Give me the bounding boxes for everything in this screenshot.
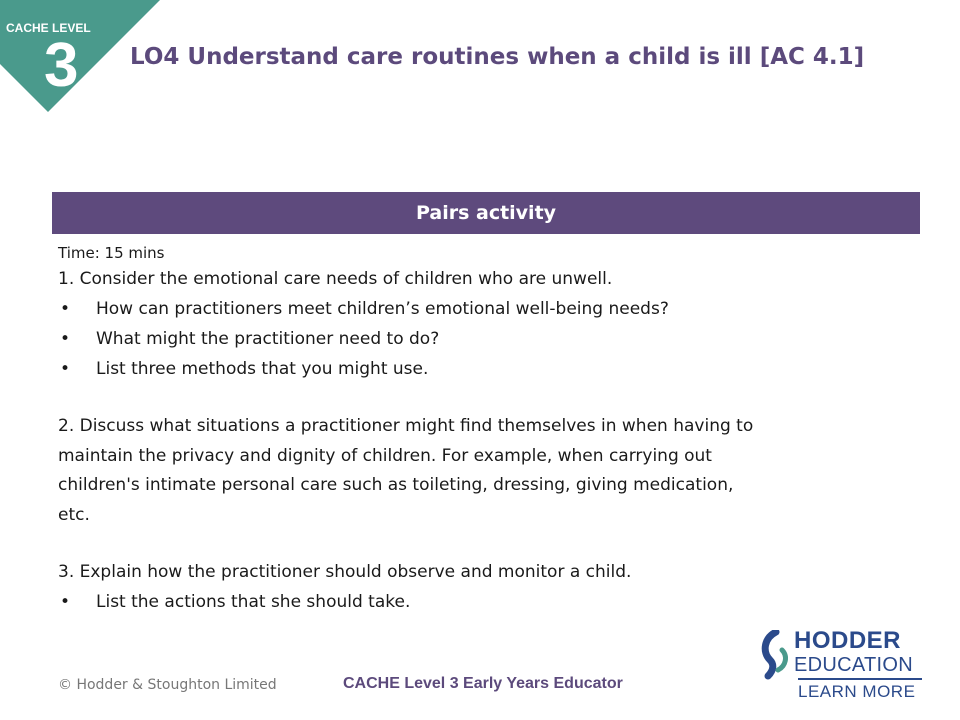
bullet-text: How can practitioners meet children’s emotional well-being needs?: [96, 299, 669, 319]
footer-copyright: © Hodder & Stoughton Limited: [58, 677, 277, 693]
footer-course-title: CACHE Level 3 Early Years Educator: [343, 675, 623, 692]
logo-education-text: EDUCATION: [794, 654, 913, 676]
activity-time: Time: 15 mins: [58, 244, 165, 262]
activity-content: [58, 243, 918, 617]
spacer: [58, 384, 918, 412]
question-3: 3. Explain how the practitioner should observe and monitor a child.: [58, 562, 632, 582]
logo-learn-more-text[interactable]: LEARN MORE: [798, 682, 916, 701]
list-item: [58, 587, 918, 617]
bullet-icon: •: [60, 299, 71, 319]
bullet-text: List three methods that you might use.: [96, 359, 429, 379]
activity-header: [52, 192, 920, 234]
activity-header-label: Pairs activity: [415, 202, 557, 224]
list-item: [58, 324, 918, 354]
hodder-swirl-icon: [758, 630, 792, 680]
logo-hodder-text: HODDER: [794, 627, 902, 654]
spacer: [58, 530, 918, 558]
bullet-icon: •: [60, 359, 71, 379]
badge-level-label: CACHE LEVEL: [6, 21, 91, 35]
question-2-line: 2. Discuss what situations a practitioner might find themselves in when having to: [58, 416, 754, 436]
bullet-text: List the actions that she should take.: [96, 592, 411, 612]
list-item: [58, 294, 918, 324]
logo-divider: [798, 678, 922, 680]
question-2-line: maintain the privacy and dignity of children. For example, when carrying out: [58, 445, 712, 466]
page-title: LO4 Understand care routines when a child is ill [AC 4.1]: [130, 44, 865, 70]
bullet-icon: •: [60, 329, 71, 349]
question-1: 1. Consider the emotional care needs of children who are unwell.: [58, 269, 613, 289]
hodder-education-logo: [758, 628, 926, 704]
badge-level-number: 3: [44, 31, 79, 100]
bullet-text: What might the practitioner need to do?: [96, 329, 440, 349]
question-2-line: children's intimate personal care such as toileting, dressing, giving medication,: [58, 475, 734, 495]
list-item: [58, 354, 918, 384]
bullet-icon: •: [60, 592, 71, 612]
question-2-line: etc.: [58, 504, 90, 525]
